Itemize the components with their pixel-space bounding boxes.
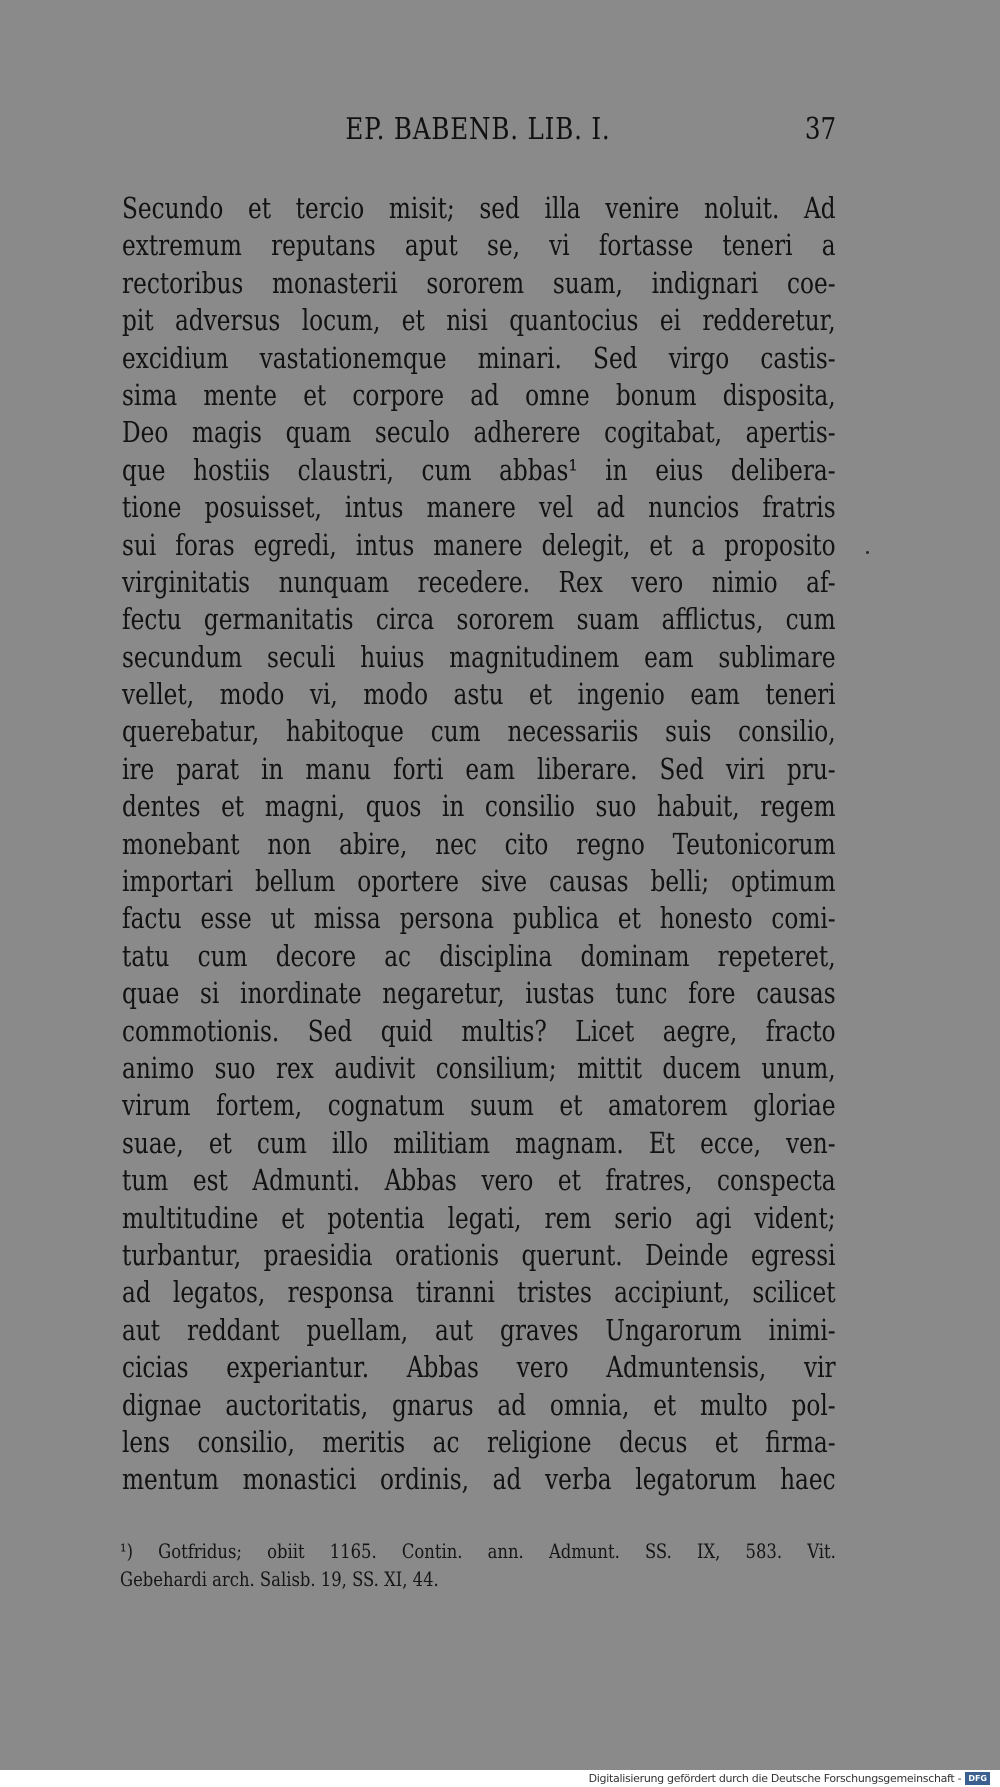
text-line: cicias experiantur. Abbas vero Admuntensis, vir	[122, 1350, 836, 1385]
text-line: aut reddant puellam, aut graves Ungarorum inimi-	[122, 1312, 836, 1347]
text-line: tione posuisset, intus manere vel ad nuncios fratris	[122, 490, 836, 525]
text-line: commotionis. Sed quid multis? Licet aegre, fracto	[122, 1013, 836, 1048]
text-line: rectoribus monasterii sororem suam, indignari coe-	[122, 265, 836, 300]
text-line: mentum monastici ordinis, ad verba legatorum haec	[122, 1462, 836, 1497]
text-line: dentes et magni, quos in consilio suo habuit, regem	[122, 789, 836, 824]
text-line: quae si inordinate negaretur, iustas tunc fore causas	[122, 976, 836, 1011]
text-line: secundum seculi huius magnitudinem eam sublimare	[122, 639, 836, 674]
text-line: pit adversus locum, et nisi quantocius ei redderetur,	[122, 303, 836, 338]
text-line: tum est Admunti. Abbas vero et fratres, conspecta	[122, 1163, 836, 1198]
footnotes	[120, 1537, 836, 1593]
footnote-line: ¹) Gotfridus; obiit 1165. Contin. ann. Admunt. SS. IX, 583. Vit.	[120, 1539, 836, 1563]
text-line: sima mente et corpore ad omne bonum disposita,	[122, 377, 836, 412]
text-line: extremum reputans aput se, vi fortasse teneri a	[122, 228, 836, 263]
text-line: importari bellum oportere sive causas belli; optimum	[122, 864, 836, 899]
text-line: excidium vastationemque minari. Sed virgo castis-	[122, 340, 836, 375]
text-line: Deo magis quam seculo adherere cogitabat, apertis-	[122, 415, 836, 450]
running-head-title: EP. BABENB. LIB. I.	[345, 112, 611, 147]
text-line: ire parat in manu forti eam liberare. Sed viri pru-	[122, 751, 836, 786]
text-line: multitudine et potentia legati, rem serio agi vident;	[122, 1200, 836, 1235]
text-line: suae, et cum illo militiam magnam. Et ecce, ven-	[122, 1125, 836, 1160]
text-line: virum fortem, cognatum suum et amatorem gloriae	[122, 1088, 836, 1123]
text-line: querebatur, habitoque cum necessariis suis consilio,	[122, 714, 836, 749]
text-line: lens consilio, meritis ac religione decus et firma-	[122, 1424, 836, 1459]
running-head	[120, 112, 836, 152]
footnote-line: Gebehardi arch. Salisb. 19, SS. XI, 44.	[120, 1567, 439, 1591]
page-number: 37	[804, 112, 836, 147]
text-line: fectu germanitatis circa sororem suam afflictus, cum	[122, 602, 836, 637]
text-line: factu esse ut missa persona publica et honesto comi-	[122, 901, 836, 936]
text-line: sui foras egredi, intus manere delegit, et a proposito	[122, 527, 836, 562]
margin-mark	[866, 551, 869, 554]
digitization-credit	[589, 1770, 990, 1787]
text-line: animo suo rex audivit consilium; mittit ducem unum,	[122, 1050, 836, 1085]
text-line: tatu cum decore ac disciplina dominam repeteret,	[122, 938, 836, 973]
text-line: vellet, modo vi, modo astu et ingenio eam teneri	[122, 677, 836, 712]
text-line: ad legatos, responsa tiranni tristes accipiunt, scilicet	[122, 1275, 836, 1310]
text-line: monebant non abire, nec cito regno Teutonicorum	[122, 826, 836, 861]
credit-text: Digitalisierung gefördert durch die Deutsche Forschungsgemeinschaft -	[588, 1772, 962, 1785]
text-line: dignae auctoritatis, gnarus ad omnia, et multo pol-	[122, 1387, 836, 1422]
dfg-logo: DFG	[965, 1772, 990, 1785]
text-line: virginitatis nunquam recedere. Rex vero nimio af-	[122, 564, 836, 599]
body-text	[122, 190, 836, 1499]
text-line: turbantur, praesidia orationis querunt. Deinde egressi	[122, 1237, 836, 1272]
text-line: que hostiis claustri, cum abbas¹ in eius delibera-	[122, 452, 836, 487]
text-line: Secundo et tercio misit; sed illa venire noluit. Ad	[122, 191, 836, 225]
